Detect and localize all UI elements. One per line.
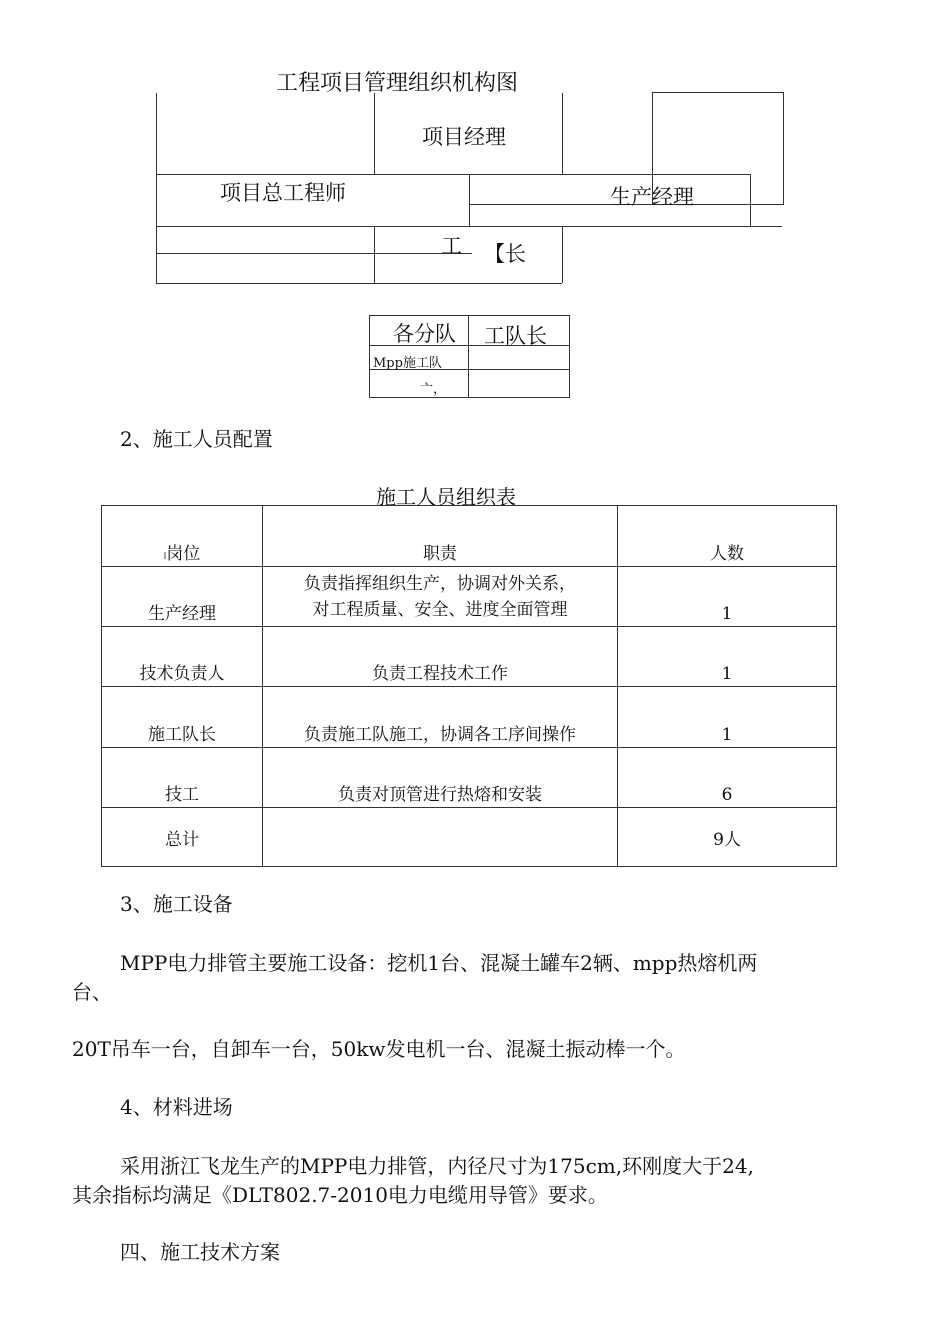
equipment-paragraph-line: MPP电力排管主要施工设备：挖机1台、混凝土罐车2辆、mpp热熔机两 xyxy=(120,951,758,975)
org-line xyxy=(156,93,157,226)
table-total-row xyxy=(102,808,837,867)
section-2-heading: 2、施工人员配置 xyxy=(120,427,273,451)
duty-cell: 负责对顶管进行热熔和安装 xyxy=(263,748,618,808)
worker-fragment-label: 工 xyxy=(441,234,462,258)
project-manager-label: 项目经理 xyxy=(422,125,506,149)
position-cell: 生产经理 xyxy=(102,567,263,627)
worker-fragment-label: 【长 xyxy=(484,242,526,266)
staff-table xyxy=(101,505,837,867)
org-line xyxy=(469,174,470,226)
org-line xyxy=(156,226,157,283)
equipment-paragraph-line: 台、 xyxy=(72,980,112,1004)
org-line xyxy=(156,253,472,254)
position-cell: 技工 xyxy=(102,748,263,808)
total-empty-cell xyxy=(263,808,618,867)
section-four-heading: 四、施工技术方案 xyxy=(120,1240,280,1264)
table-row xyxy=(102,567,837,627)
org-line xyxy=(156,226,782,227)
team-table-divider xyxy=(468,315,469,397)
org-line xyxy=(374,226,375,283)
header-count: 人数 xyxy=(618,506,837,567)
table-row xyxy=(102,687,837,748)
duty-cell: 负责指挥组织生产，协调对外关系， 对工程质量、安全、进度全面管理 xyxy=(263,567,618,627)
header-position: ا岗位 xyxy=(102,506,263,567)
org-line xyxy=(562,93,563,174)
org-chart-title: 工程项目管理组织机构图 xyxy=(276,71,519,96)
duty-cell: 负责施工队施工，协调各工序间操作 xyxy=(263,687,618,748)
team-row-label: Mpp施工队 xyxy=(373,356,442,371)
chief-engineer-label: 项目总工程师 xyxy=(220,181,346,205)
production-manager-label: 生产经理 xyxy=(610,185,694,209)
table-row xyxy=(102,627,837,687)
count-cell: 1 xyxy=(618,687,837,748)
header-duty: 职责 xyxy=(263,506,618,567)
org-line xyxy=(156,174,750,175)
duty-cell: 负责工程技术工作 xyxy=(263,627,618,687)
org-line xyxy=(374,93,375,174)
total-label-cell: 总计 xyxy=(102,808,263,867)
org-line xyxy=(156,283,562,284)
org-line xyxy=(562,226,563,283)
team-header-left: 各分队 xyxy=(393,322,456,346)
org-line xyxy=(750,204,783,205)
table-row xyxy=(102,748,837,808)
position-cell: 技术负责人 xyxy=(102,627,263,687)
material-paragraph-line: 其余指标均满足《DLT802.7-2010电力电缆用导管》要求。 xyxy=(72,1183,608,1207)
count-cell: 6 xyxy=(618,748,837,808)
team-row-label: 亠， xyxy=(420,382,447,397)
staff-table-title: 施工人员组织表 xyxy=(376,485,516,509)
equipment-paragraph-line: 20T吊车一台，自卸车一台，50kw发电机一台、混凝土振动棒一个。 xyxy=(72,1037,686,1061)
team-header-right: 工队长 xyxy=(484,324,547,348)
count-cell: 1 xyxy=(618,567,837,627)
total-value-cell: 9人 xyxy=(618,808,837,867)
section-4-heading: 4、材料进场 xyxy=(120,1095,233,1119)
table-header-row xyxy=(102,506,837,567)
section-3-heading: 3、施工设备 xyxy=(120,892,233,916)
material-paragraph-line: 采用浙江飞龙生产的MPP电力排管，内径尺寸为175cm,环刚度大于24, xyxy=(120,1154,754,1178)
position-cell: 施工队长 xyxy=(102,687,263,748)
count-cell: 1 xyxy=(618,627,837,687)
